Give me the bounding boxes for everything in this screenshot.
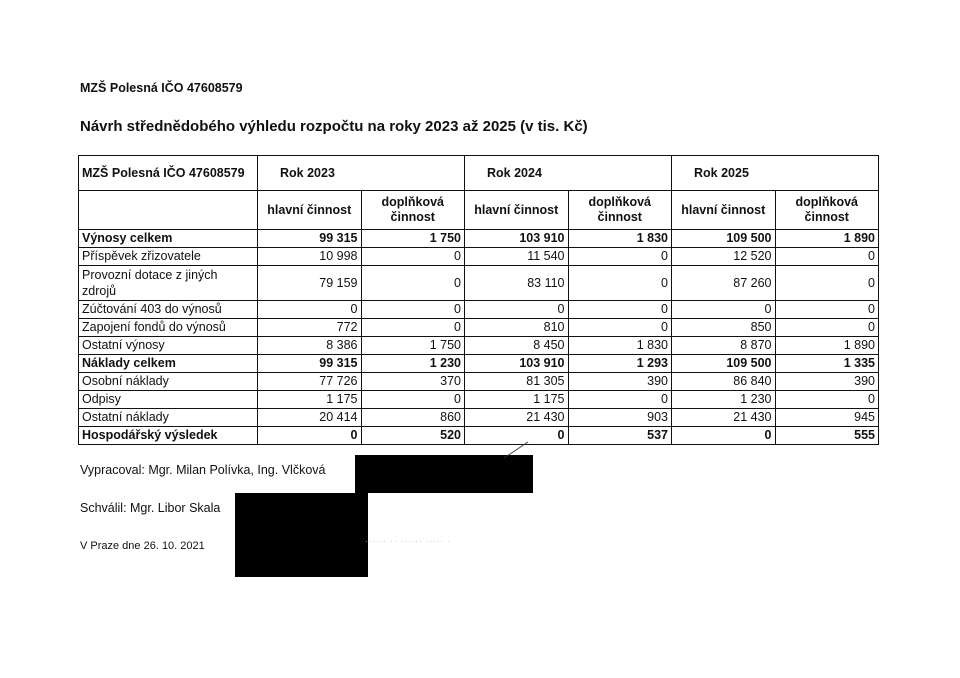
table-row <box>79 248 879 266</box>
value-cell: 1 335 <box>775 355 879 373</box>
table-row <box>79 427 879 445</box>
faded-stamp-text: ······ ·· ······ ····· · <box>365 537 452 546</box>
value-cell: 0 <box>568 301 672 319</box>
value-cell: 370 <box>361 373 465 391</box>
value-cell: 103 910 <box>465 230 569 248</box>
value-cell: 0 <box>568 248 672 266</box>
approved-by: Schválil: Mgr. Libor Skala <box>80 501 221 515</box>
year-header-2024: Rok 2024 <box>465 156 672 191</box>
redaction-box <box>355 455 533 493</box>
document-title: Návrh střednědobého výhledu rozpočtu na roky 2023 až 2025 (v tis. Kč) <box>80 118 588 135</box>
value-cell: 0 <box>361 319 465 337</box>
subheader-supp-2023: doplňková činnost <box>361 191 465 230</box>
row-label: Hospodářský výsledek <box>79 427 258 445</box>
value-cell: 21 430 <box>672 409 776 427</box>
value-cell: 21 430 <box>465 409 569 427</box>
value-cell: 81 305 <box>465 373 569 391</box>
table-row <box>79 355 879 373</box>
table-row <box>79 409 879 427</box>
value-cell: 8 450 <box>465 337 569 355</box>
value-cell: 11 540 <box>465 248 569 266</box>
value-cell: 0 <box>361 301 465 319</box>
redaction-box <box>235 493 368 577</box>
value-cell: 0 <box>568 266 672 301</box>
value-cell: 1 230 <box>361 355 465 373</box>
value-cell: 103 910 <box>465 355 569 373</box>
value-cell: 390 <box>568 373 672 391</box>
table-row <box>79 266 879 301</box>
value-cell: 850 <box>672 319 776 337</box>
value-cell: 86 840 <box>672 373 776 391</box>
activity-header-row <box>79 191 879 230</box>
value-cell: 0 <box>775 248 879 266</box>
value-cell: 12 520 <box>672 248 776 266</box>
value-cell: 390 <box>775 373 879 391</box>
value-cell: 555 <box>775 427 879 445</box>
value-cell: 0 <box>775 266 879 301</box>
table-row <box>79 373 879 391</box>
value-cell: 0 <box>672 427 776 445</box>
row-label: Zúčtování 403 do výnosů <box>79 301 258 319</box>
row-label: Odpisy <box>79 391 258 409</box>
value-cell: 77 726 <box>258 373 362 391</box>
subheader-supp-2024: doplňková činnost <box>568 191 672 230</box>
empty-header-cell <box>79 191 258 230</box>
value-cell: 810 <box>465 319 569 337</box>
value-cell: 1 830 <box>568 337 672 355</box>
subheader-supp-2025: doplňková činnost <box>775 191 879 230</box>
value-cell: 520 <box>361 427 465 445</box>
value-cell: 0 <box>568 319 672 337</box>
prepared-by: Vypracoval: Mgr. Milan Polívka, Ing. Vlčková <box>80 463 326 477</box>
row-label: Osobní náklady <box>79 373 258 391</box>
value-cell: 79 159 <box>258 266 362 301</box>
date-line: V Praze dne 26. 10. 2021 <box>80 540 205 552</box>
value-cell: 83 110 <box>465 266 569 301</box>
value-cell: 1 175 <box>258 391 362 409</box>
value-cell: 1 890 <box>775 230 879 248</box>
row-label: Výnosy celkem <box>79 230 258 248</box>
value-cell: 1 230 <box>672 391 776 409</box>
value-cell: 860 <box>361 409 465 427</box>
table-row <box>79 391 879 409</box>
value-cell: 109 500 <box>672 355 776 373</box>
table-row <box>79 337 879 355</box>
value-cell: 109 500 <box>672 230 776 248</box>
value-cell: 0 <box>361 248 465 266</box>
value-cell: 772 <box>258 319 362 337</box>
value-cell: 1 750 <box>361 337 465 355</box>
value-cell: 0 <box>258 301 362 319</box>
table-row <box>79 301 879 319</box>
row-label: Příspěvek zřizovatele <box>79 248 258 266</box>
row-label: Zapojení fondů do výnosů <box>79 319 258 337</box>
stamp-stroke <box>500 440 530 460</box>
value-cell: 0 <box>258 427 362 445</box>
value-cell: 0 <box>465 301 569 319</box>
value-cell: 1 293 <box>568 355 672 373</box>
value-cell: 903 <box>568 409 672 427</box>
subheader-main-2023: hlavní činnost <box>258 191 362 230</box>
value-cell: 1 750 <box>361 230 465 248</box>
row-label: Ostatní náklady <box>79 409 258 427</box>
value-cell: 0 <box>672 301 776 319</box>
value-cell: 0 <box>361 266 465 301</box>
value-cell: 0 <box>361 391 465 409</box>
value-cell: 0 <box>465 427 569 445</box>
value-cell: 1 175 <box>465 391 569 409</box>
value-cell: 0 <box>568 391 672 409</box>
budget-table <box>78 155 879 445</box>
row-label: Provozní dotace z jiných zdrojů <box>79 266 258 301</box>
value-cell: 10 998 <box>258 248 362 266</box>
row-label: Ostatní výnosy <box>79 337 258 355</box>
value-cell: 99 315 <box>258 230 362 248</box>
table-row <box>79 230 879 248</box>
value-cell: 0 <box>775 301 879 319</box>
corner-label: MZŠ Polesná IČO 47608579 <box>79 156 258 191</box>
value-cell: 8 386 <box>258 337 362 355</box>
value-cell: 945 <box>775 409 879 427</box>
value-cell: 20 414 <box>258 409 362 427</box>
row-label: Náklady celkem <box>79 355 258 373</box>
value-cell: 1 890 <box>775 337 879 355</box>
value-cell: 1 830 <box>568 230 672 248</box>
value-cell: 537 <box>568 427 672 445</box>
year-header-2025: Rok 2025 <box>672 156 879 191</box>
year-header-row <box>79 156 879 191</box>
subheader-main-2025: hlavní činnost <box>672 191 776 230</box>
value-cell: 0 <box>775 319 879 337</box>
organization-heading: MZŠ Polesná IČO 47608579 <box>80 81 243 95</box>
value-cell: 99 315 <box>258 355 362 373</box>
value-cell: 87 260 <box>672 266 776 301</box>
year-header-2023: Rok 2023 <box>258 156 465 191</box>
subheader-main-2024: hlavní činnost <box>465 191 569 230</box>
value-cell: 8 870 <box>672 337 776 355</box>
table-row <box>79 319 879 337</box>
value-cell: 0 <box>775 391 879 409</box>
